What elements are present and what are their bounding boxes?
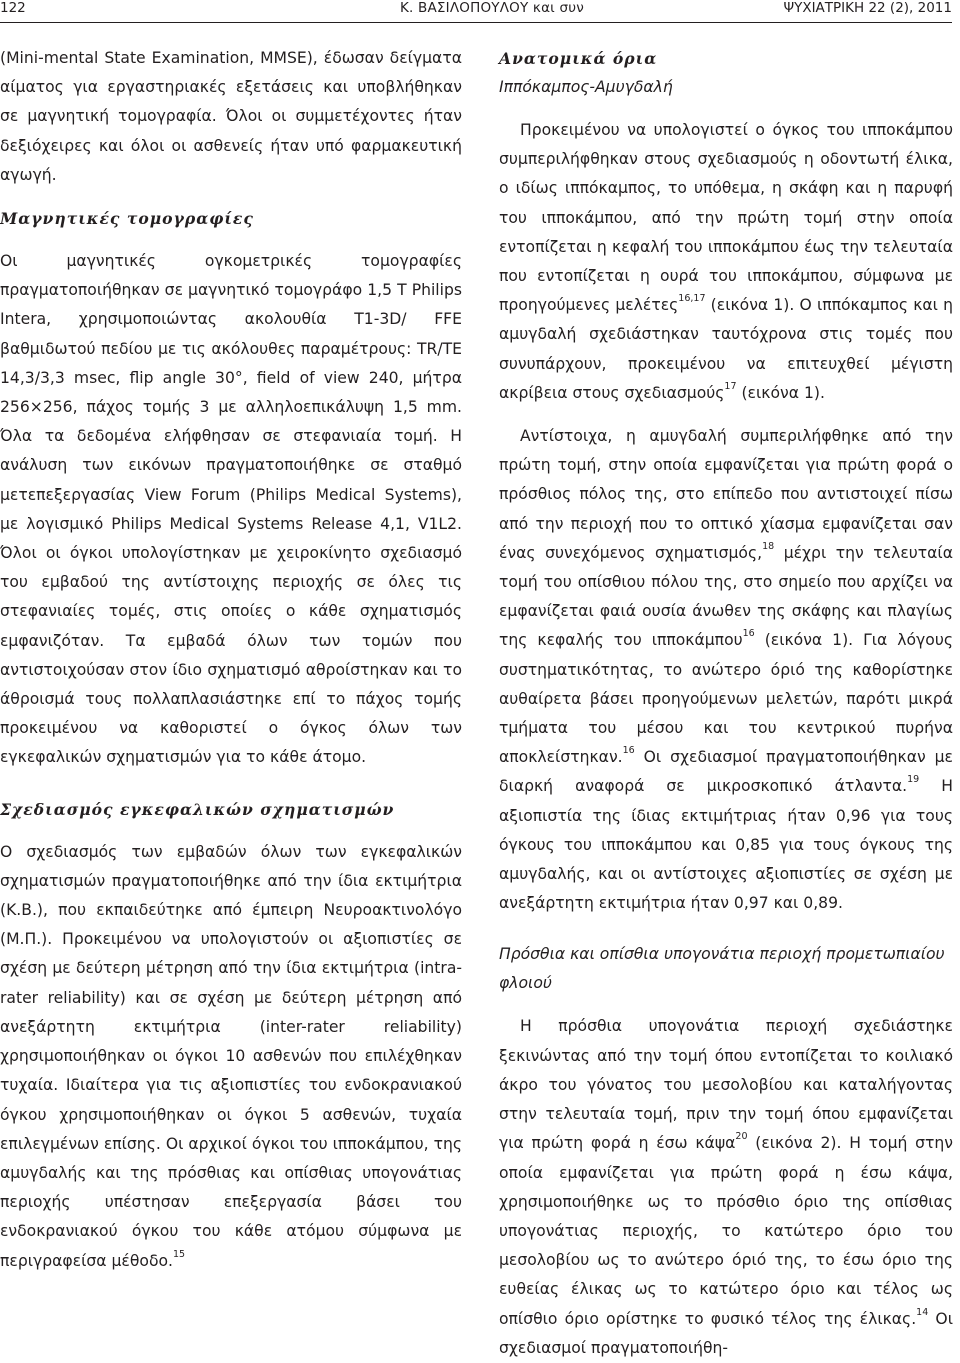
running-authors: Κ. ΒΑΣΙΛΟΠΟΥΛΟΥ και συν — [400, 0, 584, 16]
section-heading-design: Σχεδιασμός εγκεφαλικών σχηματισμών — [0, 799, 395, 819]
text-run: μέχρι την τελευταία τομή του οπίσθιου πόλου της, στο σημείο που αρχίζει να εμφανίζεται φαιά ουσία άνωθεν της σκάφης και πλαγίως της κεφαλής του ιπποκάμπου — [499, 543, 953, 650]
text-run: Προκειμένου να υπολογιστεί ο όγκος του ιπποκάμπου συμπεριλήφθηκαν στους σχεδιασμούς η οδοντωτή έλικα, ο ιδίως ιππόκαμπος, το υπόθεμα, η σκάφη και η παρυφή του ιπποκάμπου, από την πρώτη τομή στην οποία εντοπίζεται η κεφαλή του ιπποκάμπου έως την τελευταία που εντοπίζεται η ουρά του ιπποκάμπου, σύμφωνα με προηγούμενες μελέτες — [499, 121, 953, 315]
text-run: Οι σχεδιασμοί πραγματοποιήθηκαν με διαρκή αναφορά σε μικροσκοπικό άτλαντα. — [499, 748, 953, 796]
section-heading-mri: Μαγνητικές τομογραφίες — [0, 209, 254, 229]
right-column — [499, 44, 953, 1363]
intro-paragraph: (Mini-mental State Examination, MMSE), έδωσαν δείγματα αίματος για εργαστηριακές εξετάσεις και υποβλήθηκαν σε μαγνητική τομογραφία. Όλοι οι συμμετέχοντες ήταν δεξιόχειρες και όλοι οι ασθενείς ήταν υπό φαρμακευτική αγωγή. — [0, 49, 462, 184]
hippocampus-paragraph — [499, 116, 953, 408]
citation-ref: 16,17 — [678, 293, 706, 305]
citation-ref: 15 — [172, 1248, 186, 1260]
citation-ref: 16 — [622, 745, 635, 757]
design-paragraph — [0, 838, 462, 1276]
text-run: Οι σχεδιασμοί πραγματοποιήθη- — [499, 1309, 953, 1357]
citation-ref: 14 — [916, 1306, 929, 1318]
text-run: (εικόνα 1). Για λόγους συστηματικότητας, το ανώτερο όριό της καθορίστηκε αυθαίρετα βάσει προηγούμενων μελετών, παρότι μικρά τμήματα του μέσου και του κεντρικού πυρήνα αποκλείστηκαν. — [499, 631, 953, 767]
design-text: Ο σχεδιασμός των εμβαδών όλων των εγκεφαλικών σχηματισμών πραγματοποιήθηκε από την ίδια εκτιμήτρια (Κ.Β.), που εκπαιδεύτηκε από έμπειρη Νευροακτινολόγο (Μ.Π.). Προκειμένου να υπολογιστούν οι αξιοπιστίες σε σχέση με δεύτερη μέτρηση από την ίδια εκτιμήτρια (intra-rater reliability) και σε σχέση με δεύτερη μέτρηση από ανεξάρτητη εκτιμήτρια (inter-rater reliability) χρησιμοποιήθηκαν οι όγκοι 10 ασθενών που επιλέχθηκαν τυχαία. Ιδιαίτερα για τις αξιοπιστίες του ενδοκρανιακού όγκου χρησιμοποιήθηκαν οι όγκοι 5 ασθενών, τυχαία επιλεγμένων επίσης. Οι αρχικοί όγκοι του ιπποκάμπου, της αμυγδαλής και της πρόσθιας και οπίσθιας υπογονάτιας περιοχής υπέστησαν επεξεργασία βάσει του ενδοκρανιακού όγκου του κάθε ατόμου σύμφωνα με περιγραφείσα μέθοδο. — [0, 842, 462, 1270]
page-number: 122 — [0, 0, 26, 16]
subheading-subgenual: Πρόσθια και οπίσθια υπογονάτια περιοχή προμετωπιαίου φλοιού — [499, 945, 945, 993]
text-run: (εικόνα 1). Ο ιππόκαμπος και η αμυγδαλή σχεδιάστηκαν ταυτόχρονα στις τομές που συνυπάρχουν, προκειμένου να επιτευχθεί μέγιστη ακρίβεια στους σχεδιασμούς — [499, 296, 953, 402]
citation-ref: 20 — [735, 1131, 748, 1143]
citation-ref: 18 — [762, 540, 775, 552]
subheading-hippocampus: Ιππόκαμπος-Αμυγδαλή — [499, 78, 673, 96]
subgenual-paragraph — [499, 1012, 953, 1362]
text-run: Αντίστοιχα, η αμυγδαλή συμπεριλήφθηκε από την πρώτη τομή, στην οποία εμφανίζεται για πρώτη φορά ο πρόσθιος πόλος της, στο επίπεδο που αντιστοιχεί πίσω από την περιοχή που το οπτικό χίασμα εμφανίζεται σαν ένας συνεχόμενος σχηματισμός, — [499, 427, 953, 562]
section-heading-anatomy: Ανατομικά όρια — [499, 49, 658, 68]
text-run: Η αξιοπιστία της ίδιας εκτιμήτριας ήταν 0,96 για τους όγκους του ιπποκάμπου και 0,85 για τους όγκους της αμυγδαλής, και οι αντίστοιχες αξιοπιστίες σε σχέση με ανεξάρτητη εκτιμήτρια ήταν 0,97 και 0,89. — [499, 777, 953, 913]
text-run: (εικόνα 1). — [736, 383, 825, 402]
citation-ref: 19 — [907, 774, 920, 786]
citation-ref: 17 — [724, 380, 737, 392]
left-column — [0, 44, 462, 1276]
amygdala-paragraph — [499, 422, 953, 918]
running-header — [0, 0, 960, 20]
citation-ref: 16 — [742, 628, 755, 640]
text-run: Η πρόσθια υπογονάτια περιοχή σχεδιάστηκε ξεκινώντας από την τομή όπου εντοπίζεται το κοιλιακό άκρο του γόνατος του μεσολοβίου και καταλήγοντας στην τελευταία τομή, πριν την τομή όπου εμφανίζεται για πρώτη φορά η έσω κάψα — [499, 1017, 953, 1153]
text-run: (εικόνα 2). Η τομή στην οποία εμφανίζεται για πρώτη φορά η έσω κάψα, χρησιμοποιήθηκε ως το πρόσθιο όριο της οπίσθιας υπογονάτιας περιοχής, το κατώτερο όριο του μεσολοβίου ως το ανώτερο όριό της, το έσω όριο της ευθείας έλικας ως το κατώτερο όριο και τέλος ως οπίσθιο όριο ορίστηκε το φυσικό τέλος της έλικας. — [499, 1134, 953, 1328]
journal-citation: ΨΥΧΙΑΤΡΙΚΗ 22 (2), 2011 — [783, 0, 952, 16]
mri-paragraph: Οι μαγνητικές ογκομετρικές τομογραφίες πραγματοποιήθηκαν σε μαγνητικό τομογράφο 1,5 T Philips Intera, χρησιμοποιώντας ακολουθία T1-3D/ FFE βαθμιδωτού πεδίου με τις ακόλουθες παραμέτρους: TR/TE 14,3/3,3 msec, flip angle 30°, field of view 240, μήτρα 256×256, πάχος τομής 3 με αλληλοεπικάλυψη 1,5 mm. Όλα τα δεδομένα ελήφθησαν σε στεφανιαία τομή. Η ανάλυση των εικόνων πραγματοποιήθηκε σε σταθμό μετεπεξεργασίας View Forum (Philips Medical Systems), με λογισμικό Philips Medical Systems Release 4,1, V1L2. Όλοι οι όγκοι υπολογίστηκαν με χειροκίνητο σχεδιασμό του εμβαδού της αντίστοιχης περιοχής σε όλες τις στεφανιαίες τομές, στις οποίες ο κάθε σχηματισμός εμφανιζόταν. Τα εμβαδά όλων των τομών που αντιστοιχούσαν στον ίδιο σχηματισμό αθροίστηκαν και το άθροισμά τους πολλαπλασιάστηκε επί το πάχος τομής προκειμένου να καθοριστεί ο όγκος όλων των εγκεφαλικών σχηματισμών για το κάθε άτομο. — [0, 252, 462, 767]
header-rule — [0, 22, 952, 23]
